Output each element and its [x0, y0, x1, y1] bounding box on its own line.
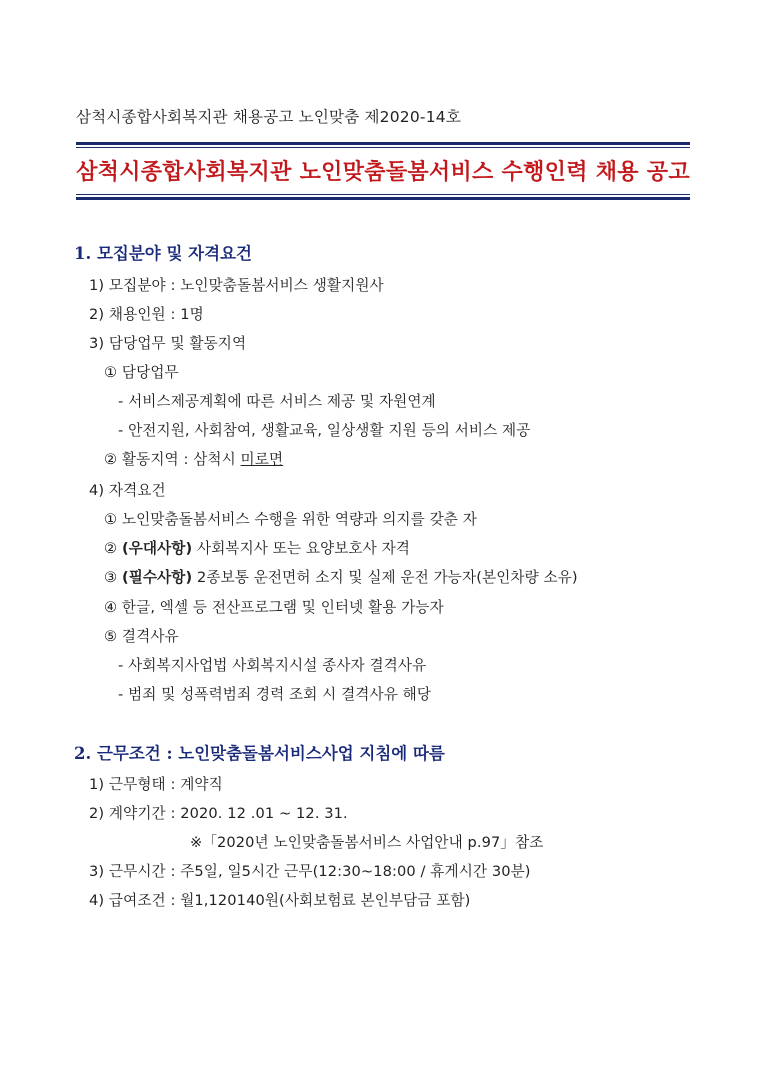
disqualification-2: - 범죄 및 성폭력범죄 경력 조회 시 결격사유 해당	[118, 686, 432, 703]
page-title: 삼척시종합사회복지관 노인맞춤돌봄서비스 수행인력 채용 공고	[76, 160, 690, 185]
qualification-item-5: ⑤ 결격사유	[104, 628, 179, 645]
pay-condition: 4) 급여조건 : 월1,120140원(사회보험료 본인부담금 포함)	[89, 892, 471, 909]
contract-period: 2) 계약기간 : 2020. 12 .01 ~ 12. 31.	[89, 805, 348, 822]
qualification-item-4: ④ 한글, 엑셀 등 전산프로그램 및 인터넷 활용 가능자	[104, 599, 444, 616]
title-rule-bottom-thin	[76, 194, 690, 195]
title-rule-top-thin	[76, 147, 690, 148]
activity-area	[104, 448, 283, 469]
duties-heading: ① 담당업무	[104, 364, 179, 381]
disqualification-1: - 사회복지사업법 사회복지시설 종사자 결격사유	[118, 657, 427, 674]
section-1-heading: 1. 모집분야 및 자격요건	[74, 244, 252, 263]
recruit-count: 2) 채용인원 : 1명	[89, 306, 204, 323]
activity-area-place: 미로면	[240, 451, 284, 468]
work-hours: 3) 근무시간 : 주5일, 일5시간 근무(12:30~18:00 / 휴게시간 30분)	[89, 863, 531, 880]
section-2-heading: 2. 근무조건 : 노인맞춤돌봄서비스사업 지침에 따름	[74, 744, 445, 763]
title-rule-bottom	[76, 197, 690, 200]
contract-period-note: ※「2020년 노인맞춤돌봄서비스 사업안내 p.97」참조	[190, 834, 544, 851]
duties-area-heading: 3) 담당업무 및 활동지역	[89, 335, 247, 352]
qualification-heading: 4) 자격요건	[89, 482, 166, 499]
qualification-3-text: 2종보통 운전면허 소지 및 실제 운전 가능자(본인차량 소유)	[192, 569, 578, 586]
duty-item-1: - 서비스제공계획에 따른 서비스 제공 및 자원연계	[118, 393, 436, 410]
title-rule-top	[76, 142, 690, 145]
qualification-item-2	[104, 537, 410, 558]
activity-area-prefix: ② 활동지역 : 삼척시	[104, 451, 241, 468]
duty-item-2: - 안전지원, 사회참여, 생활교육, 일상생활 지원 등의 서비스 제공	[118, 422, 531, 439]
title-banner	[76, 142, 690, 199]
qualification-2-text: 사회복지사 또는 요양보호사 자격	[192, 540, 411, 557]
recruit-field: 1) 모집분야 : 노인맞춤돌봄서비스 생활지원사	[89, 277, 384, 294]
qualification-item-3	[104, 566, 578, 587]
work-type: 1) 근무형태 : 계약직	[89, 776, 223, 793]
qualification-3-number: ③	[104, 569, 122, 586]
qualification-2-number: ②	[104, 540, 122, 557]
qualification-item-1: ① 노인맞춤돌봄서비스 수행을 위한 역량과 의지를 갖춘 자	[104, 511, 477, 528]
preferred-label: (우대사항)	[121, 540, 193, 557]
notice-number-line: 삼척시종합사회복지관 채용공고 노인맞춤 제2020-14호	[76, 108, 462, 126]
required-label: (필수사항)	[121, 569, 193, 586]
